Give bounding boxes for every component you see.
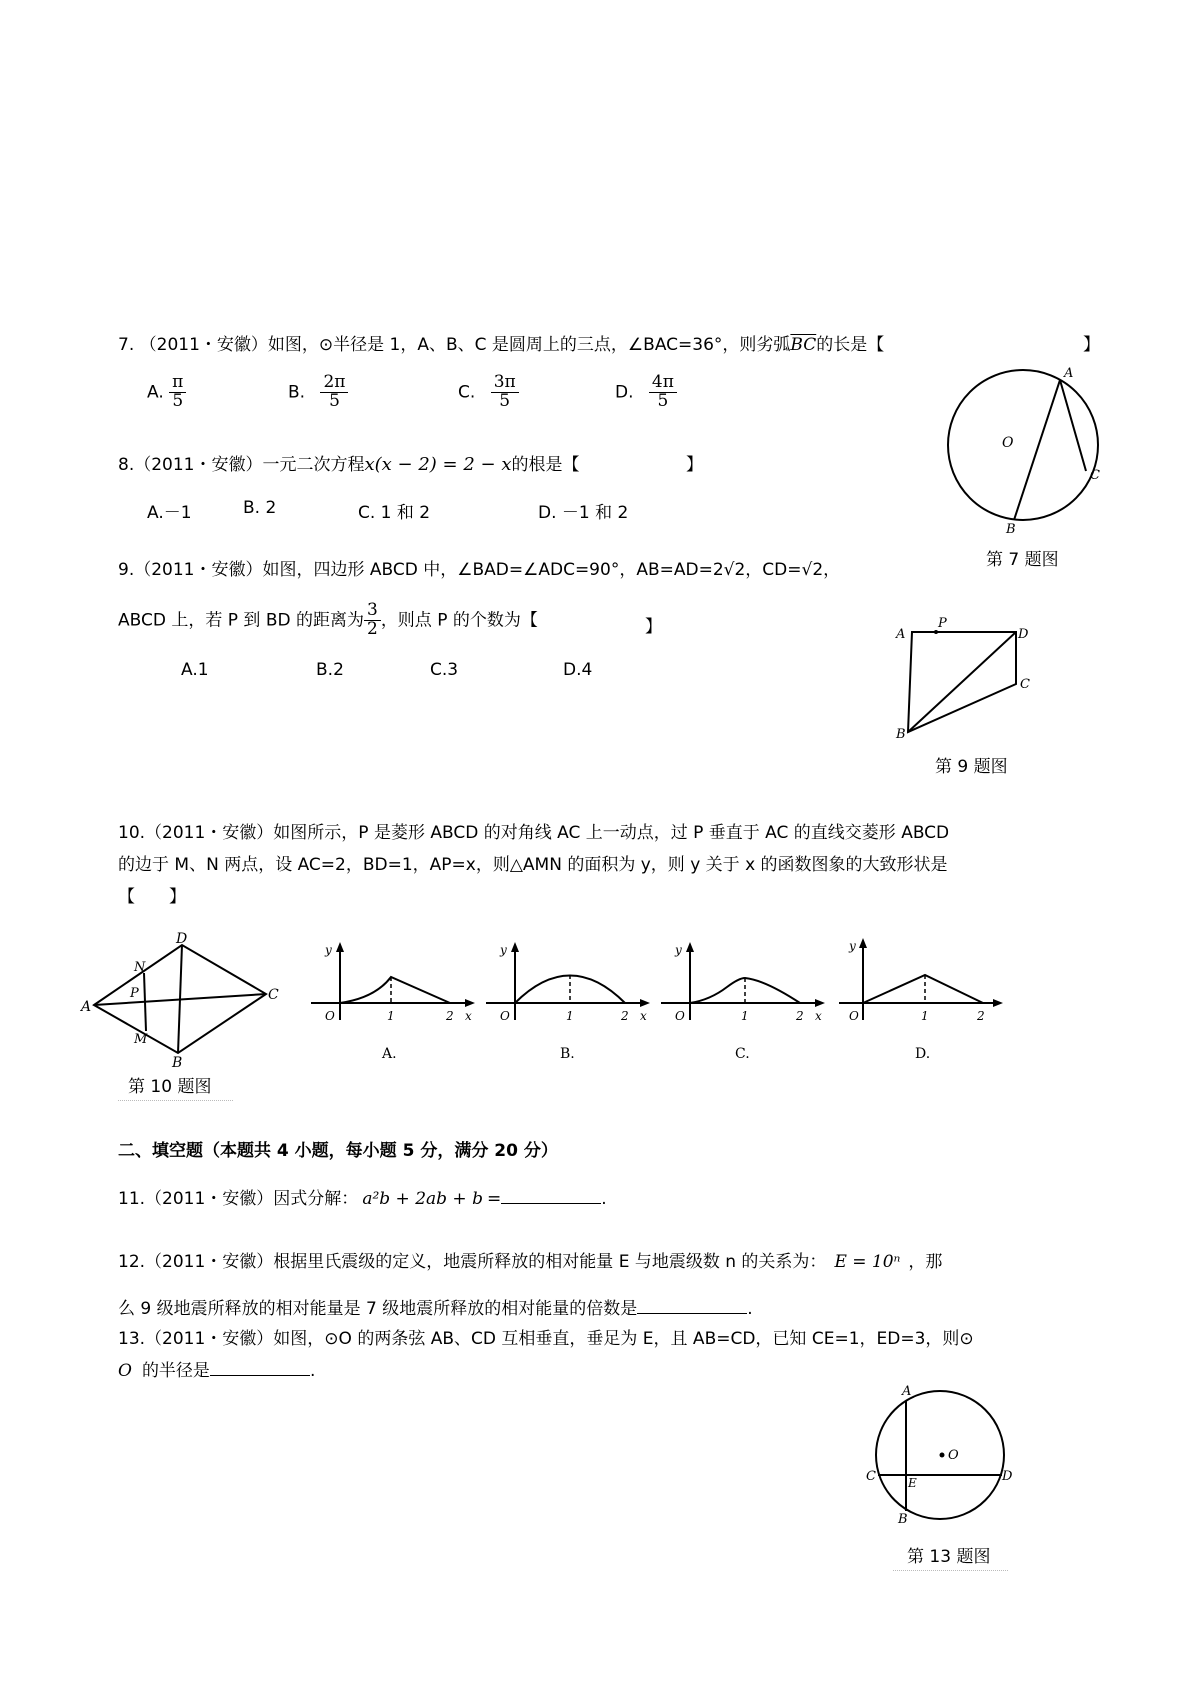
q10-graph-c-2: 2 (796, 1009, 804, 1023)
q13-caption: 第 13 题图 (907, 1547, 991, 1567)
q10-graph-a-label: A. (382, 1046, 397, 1062)
q10-graph-b-y: y (500, 943, 507, 957)
q9-label-b: B (896, 727, 906, 742)
q13-label-c: C (866, 1469, 876, 1484)
q10-graph-c-x: x (815, 1009, 822, 1023)
q7-arc: $\overline{BC}$ (790, 335, 817, 355)
q9-option-a: A.1 (181, 660, 209, 680)
q7-figure (940, 365, 1110, 537)
q7-option-a-frac: $\frac{\pi}{5}$ (169, 374, 186, 411)
q12-stem-2: 么 9 级地震所释放的相对能量是 7 级地震所释放的相对能量的倍数是 (118, 1299, 638, 1319)
q8-stem-end: 的根是【 (511, 455, 580, 475)
q10-graph-d-o: O (849, 1009, 859, 1023)
q10-graph-d-label: D. (915, 1046, 931, 1062)
q8-stem (118, 450, 579, 475)
q9-stem-end: ，则点 P 的个数为【 (380, 610, 538, 631)
q10-graph-b (486, 942, 650, 1062)
q13-figure (862, 1375, 1012, 1535)
q7-option-c-frac: $\frac{3\pi}{5}$ (491, 374, 519, 411)
q9-option-d: D.4 (563, 660, 593, 680)
q13-o: O (118, 1361, 132, 1381)
q13-line1: 13.（2011・安徽）如图，⊙O 的两条弦 AB、CD 互相垂直，垂足为 E，且 AB=CD，已知 CE=1，ED=3，则⊙ (118, 1329, 974, 1349)
q11-period: . (601, 1189, 607, 1209)
q12-line1 (118, 1247, 942, 1272)
q10-graph-a-2: 2 (446, 1009, 454, 1023)
q7-label-o: O (1002, 435, 1014, 451)
q9-frac: $\frac{3}{2}$ (364, 602, 381, 639)
q10-graph-b-o: O (500, 1009, 510, 1023)
q7-bracket-close: 】 (1083, 335, 1100, 355)
q9-diagonal-bd (908, 632, 1016, 732)
q8-bracket-close: 】 (686, 455, 703, 475)
q10-caption-dotline (118, 1100, 233, 1101)
q9-option-c: C.3 (430, 660, 459, 680)
q10-label-c: C (268, 987, 279, 1003)
q11-line (118, 1184, 607, 1209)
q13-stem-2: 的半径是 (141, 1361, 210, 1381)
q7-option-d (615, 374, 677, 411)
q10-label-n: N (134, 960, 146, 975)
q9-option-b: B.2 (316, 660, 344, 680)
q10-graph-d-1: 1 (921, 1009, 929, 1023)
q7-stem (118, 330, 884, 355)
q7-option-a-label: A. (147, 382, 164, 403)
q9-caption: 第 9 题图 (935, 757, 1008, 777)
q12-stem: 12.（2011・安徽）根据里氏震级的定义，地震所释放的相对能量 E 与地震级数 n 的关系为： (118, 1252, 827, 1272)
q10-graph-b-x: x (640, 1009, 647, 1023)
q7-stem-text: 7. （2011・安徽）如图，⊙半径是 1，A、B、C 是圆周上的三点，∠BAC=36°，则劣弧 (118, 335, 791, 355)
q10-graph-d-curve (863, 975, 983, 1003)
q10-graph-b-2: 2 (621, 1009, 629, 1023)
q12-line1-end: ，那 (908, 1252, 943, 1272)
q13-label-b: B (898, 1512, 908, 1527)
q7-stem-end: 的长是【 (816, 335, 885, 355)
q7-option-d-label: D. (615, 382, 634, 403)
q9-figure (890, 610, 1040, 740)
q10-label-a: A (81, 999, 92, 1015)
q13-label-e: E (908, 1476, 917, 1490)
q9-label-a: A (896, 627, 906, 642)
q10-graphs (305, 940, 1025, 1065)
q12-line2 (118, 1294, 753, 1319)
q10-line1: 10.（2011・安徽）如图所示，P 是菱形 ABCD 的对角线 AC 上一动点，过 P 垂直于 AC 的直线交菱形 ABCD (118, 823, 950, 843)
q7-option-b-frac: $\frac{2\pi}{5}$ (320, 374, 348, 411)
q9-label-p: P (938, 616, 947, 631)
q9-stem-line2 (118, 602, 538, 639)
q10-graph-b-label: B. (560, 1046, 575, 1062)
q8-stem-text: 8.（2011・安徽）一元二次方程 (118, 455, 365, 475)
q10-graph-d-y: y (849, 939, 856, 953)
q13-caption-dotline (893, 1570, 1008, 1571)
q10-label-p: P (130, 986, 139, 1001)
q7-chord-ac (1060, 380, 1086, 471)
q8-option-b: B. 2 (243, 498, 277, 518)
q10-segment-mn (144, 973, 146, 1031)
q11-equals: = (486, 1189, 502, 1209)
q9-label-c: C (1020, 677, 1030, 692)
q10-line3: 【 】 (118, 887, 186, 907)
q13-center (940, 1453, 945, 1458)
q7-chord-ab (1014, 380, 1060, 520)
q11-stem: 11.（2011・安徽）因式分解： (118, 1189, 359, 1209)
q12-period: . (747, 1299, 753, 1319)
q10-graph-a-y: y (325, 943, 332, 957)
q7-caption: 第 7 题图 (986, 550, 1059, 570)
q10-caption: 第 10 题图 (128, 1077, 212, 1097)
q13-line2 (118, 1356, 315, 1381)
q10-line2: 的边于 M、N 两点，设 AC=2，BD=1，AP=x，则△AMN 的面积为 y，则 y 关于 x 的函数图象的大致形状是 (118, 855, 948, 875)
q9-stem-line1: 9.（2011・安徽）如图，四边形 ABCD 中，∠BAD=∠ADC=90°，AB=AD=2√2，CD=√2， (118, 560, 841, 580)
q9-stem-text: ABCD 上，若 P 到 BD 的距离为 (118, 610, 364, 631)
q8-option-a: A.－1 (147, 503, 192, 523)
q10-graph-a-curve (340, 977, 450, 1003)
q8-option-c: C. 1 和 2 (358, 503, 431, 523)
q7-label-b: B (1006, 522, 1016, 537)
q9-label-d: D (1018, 627, 1029, 642)
q13-period: . (309, 1361, 316, 1381)
q10-graph-d (839, 938, 1003, 1062)
q13-label-o: O (948, 1448, 959, 1463)
q11-expression: a²b + 2ab + b (362, 1189, 483, 1209)
q10-label-d: D (176, 931, 188, 947)
section2-title: 二、填空题（本题共 4 小题，每小题 5 分，满分 20 分） (118, 1141, 558, 1161)
q10-graph-a-1: 1 (387, 1009, 395, 1023)
q13-label-d: D (1002, 1469, 1013, 1484)
q7-option-b-label: B. (288, 382, 306, 403)
q10-rhombus-figure (78, 931, 279, 1071)
q7-option-a (147, 374, 186, 411)
q12-formula: E = 10ⁿ (834, 1252, 901, 1272)
q11-answer-blank[interactable] (501, 1187, 601, 1204)
q8-option-d: D. －1 和 2 (538, 503, 629, 523)
q10-graph-d-2: 2 (977, 1009, 985, 1023)
q9-bracket-close: 】 (645, 617, 662, 637)
q7-circle (948, 370, 1098, 520)
q7-option-d-frac: $\frac{4\pi}{5}$ (649, 374, 677, 411)
q7-option-c-label: C. (458, 382, 476, 403)
q10-label-m: M (134, 1032, 148, 1047)
q10-graph-c-1: 1 (741, 1009, 749, 1023)
q8-equation: x(x − 2) = 2 − x (364, 454, 512, 475)
q10-graph-c-o: O (675, 1009, 685, 1023)
q10-graph-b-1: 1 (566, 1009, 574, 1023)
q7-label-c: C (1090, 468, 1100, 483)
q10-graph-a (311, 942, 475, 1062)
q10-graph-a-o: O (325, 1009, 335, 1023)
q7-option-c (458, 374, 519, 411)
q10-graph-a-x: x (465, 1009, 472, 1023)
q10-graph-c (661, 942, 825, 1062)
q12-answer-blank[interactable] (637, 1297, 747, 1314)
q7-option-b (288, 374, 348, 411)
q10-label-b: B (172, 1055, 183, 1071)
q10-graph-c-y: y (675, 943, 682, 957)
q13-label-a: A (902, 1384, 912, 1399)
q13-answer-blank[interactable] (210, 1359, 310, 1376)
q7-label-a: A (1064, 366, 1074, 381)
q10-graph-c-label: C. (735, 1046, 750, 1062)
